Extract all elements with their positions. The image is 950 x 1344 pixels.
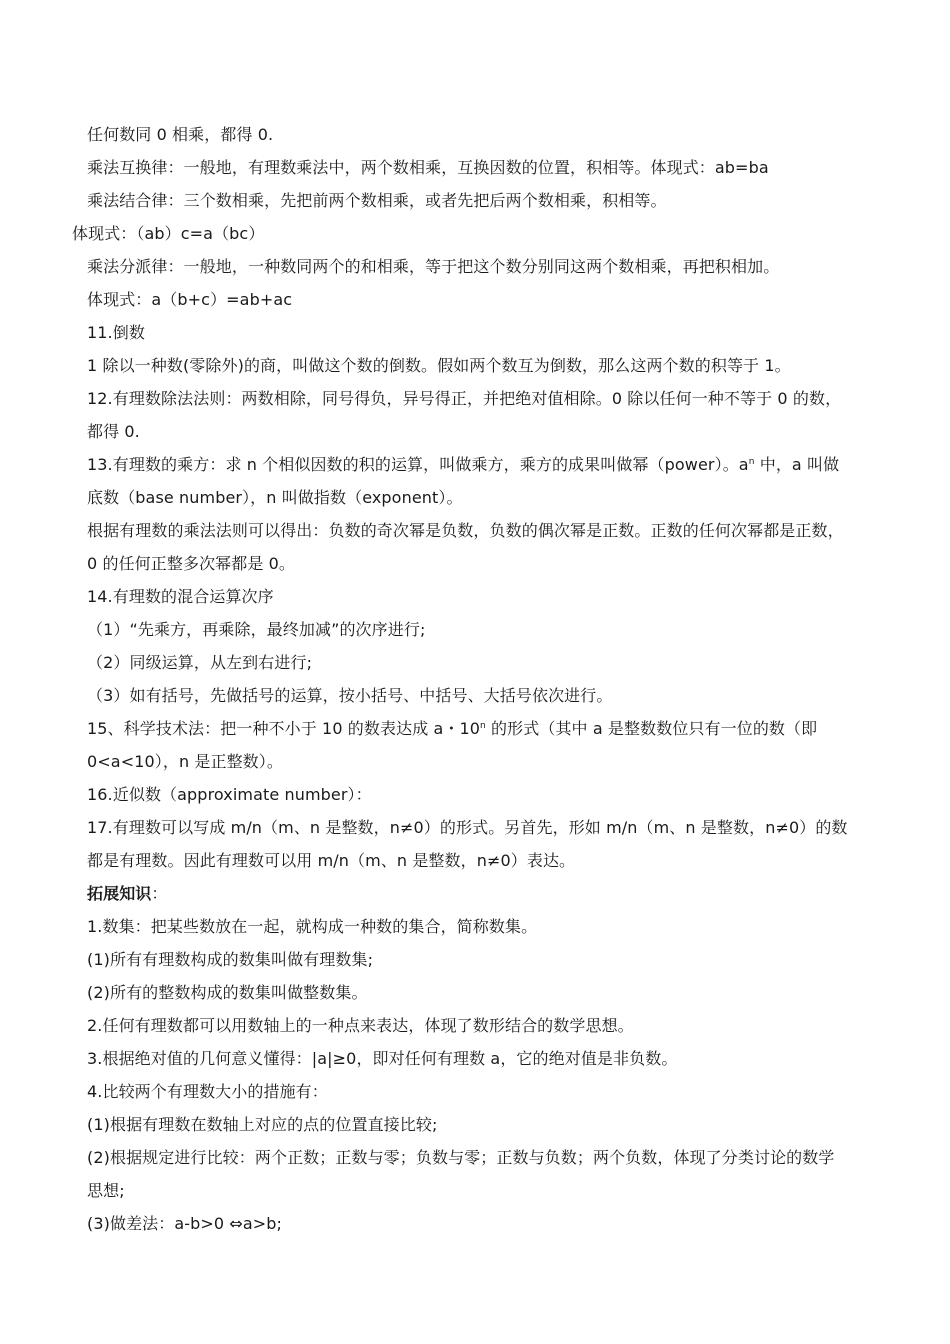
text-line: 2.任何有理数都可以用数轴上的一种点来表达，体现了数形结合的数学思想。 [87, 1016, 634, 1035]
text-segment: 13.有理数的乘方：求 n 个相似因数的积的运算，叫做乘方，乘方的成果叫做幂（power）。a [87, 455, 749, 474]
text-line: 体现式：a（b+c）=ab+ac [87, 290, 293, 309]
text-line: 3.根据绝对值的几何意义懂得：|a|≥0，即对任何有理数 a，它的绝对值是非负数。 [87, 1049, 678, 1068]
text-segment: 的形式（其中 a 是整数数位只有一位的数（即 [485, 719, 818, 738]
text-line: 0<a<10），n 是正整数）。 [87, 752, 283, 771]
text-line: 12.有理数除法法则：两数相除，同号得负，异号得正，并把绝对值相除。0 除以任何一种不等于 0 的数， [87, 389, 842, 408]
text-line: 底数（base number），n 叫做指数（exponent）。 [87, 488, 463, 507]
list-item: (1)根据有理数在数轴上对应的点的位置直接比较; [87, 1115, 438, 1134]
text-line: 1 除以一种数(零除外)的商，叫做这个数的倒数。假如两个数互为倒数，那么这两个数的积等于 1。 [87, 356, 791, 375]
list-item: （3）如有括号，先做括号的运算，按小括号、中括号、大括号依次进行。 [87, 686, 613, 705]
text-line: 都得 0. [87, 422, 140, 441]
text-line: 根据有理数的乘法法则可以得出：负数的奇次幂是负数，负数的偶次幂是正数。正数的任何次幂都是正数， [87, 521, 844, 540]
text-line: 都是有理数。因此有理数可以用 m/n（m、n 是整数，n≠0）表达。 [87, 851, 576, 870]
list-item: (3)做差法：a-b>0 ⇔a>b; [87, 1214, 283, 1233]
text-line: 4.比较两个有理数大小的措施有： [87, 1082, 328, 1101]
superscript: n [748, 457, 755, 467]
list-item: (2)所有的整数构成的数集叫做整数集。 [87, 983, 368, 1002]
section-heading: 14.有理数的混合运算次序 [87, 587, 274, 606]
list-item: （1）“先乘方，再乘除，最终加减”的次序进行; [87, 620, 426, 639]
bold-label: 拓展知识 [87, 884, 152, 903]
section-heading: 16.近似数（approximate number）： [87, 785, 372, 804]
text-line: 思想; [87, 1181, 125, 1200]
text-line [87, 455, 839, 475]
text-line: 0 的任何正整多次幂都是 0。 [87, 554, 296, 573]
text-line: 体现式：（ab）c=a（bc） [72, 224, 265, 243]
list-item: (1)所有有理数构成的数集叫做有理数集; [87, 950, 374, 969]
list-item: (2)根据规定进行比较：两个正数；正数与零；负数与零；正数与负数；两个负数，体现了分类讨论的数学 [87, 1148, 835, 1167]
text-line: 乘法结合律：三个数相乘，先把前两个数相乘，或者先把后两个数相乘，积相等。 [87, 191, 667, 210]
text-line: 任何数同 0 相乘，都得 0. [87, 125, 274, 144]
section-heading: 11.倒数 [87, 323, 145, 342]
superscript: n [480, 721, 486, 731]
text-segment: 15、科学技术法：把一种不小于 10 的数表达成 a・10 [87, 719, 481, 738]
text-line: 17.有理数可以写成 m/n（m、n 是整数，n≠0）的形式。另首先，形如 m/n（m、n 是整数，n≠0）的数 [87, 818, 848, 837]
text-line: 乘法互换律：一般地，有理数乘法中，两个数相乘，互换因数的位置，积相等。体现式：ab=ba [87, 158, 769, 177]
section-heading [87, 884, 168, 904]
text-line: 1.数集：把某些数放在一起，就构成一种数的集合，简称数集。 [87, 917, 538, 936]
text-line [87, 719, 817, 739]
text-segment: ： [151, 884, 168, 903]
text-line: 乘法分派律：一般地，一种数同两个的和相乘，等于把这个数分别同这两个数相乘，再把积相加。 [87, 257, 780, 276]
text-segment: 中，a 叫做 [754, 455, 840, 474]
list-item: （2）同级运算，从左到右进行; [87, 653, 313, 672]
